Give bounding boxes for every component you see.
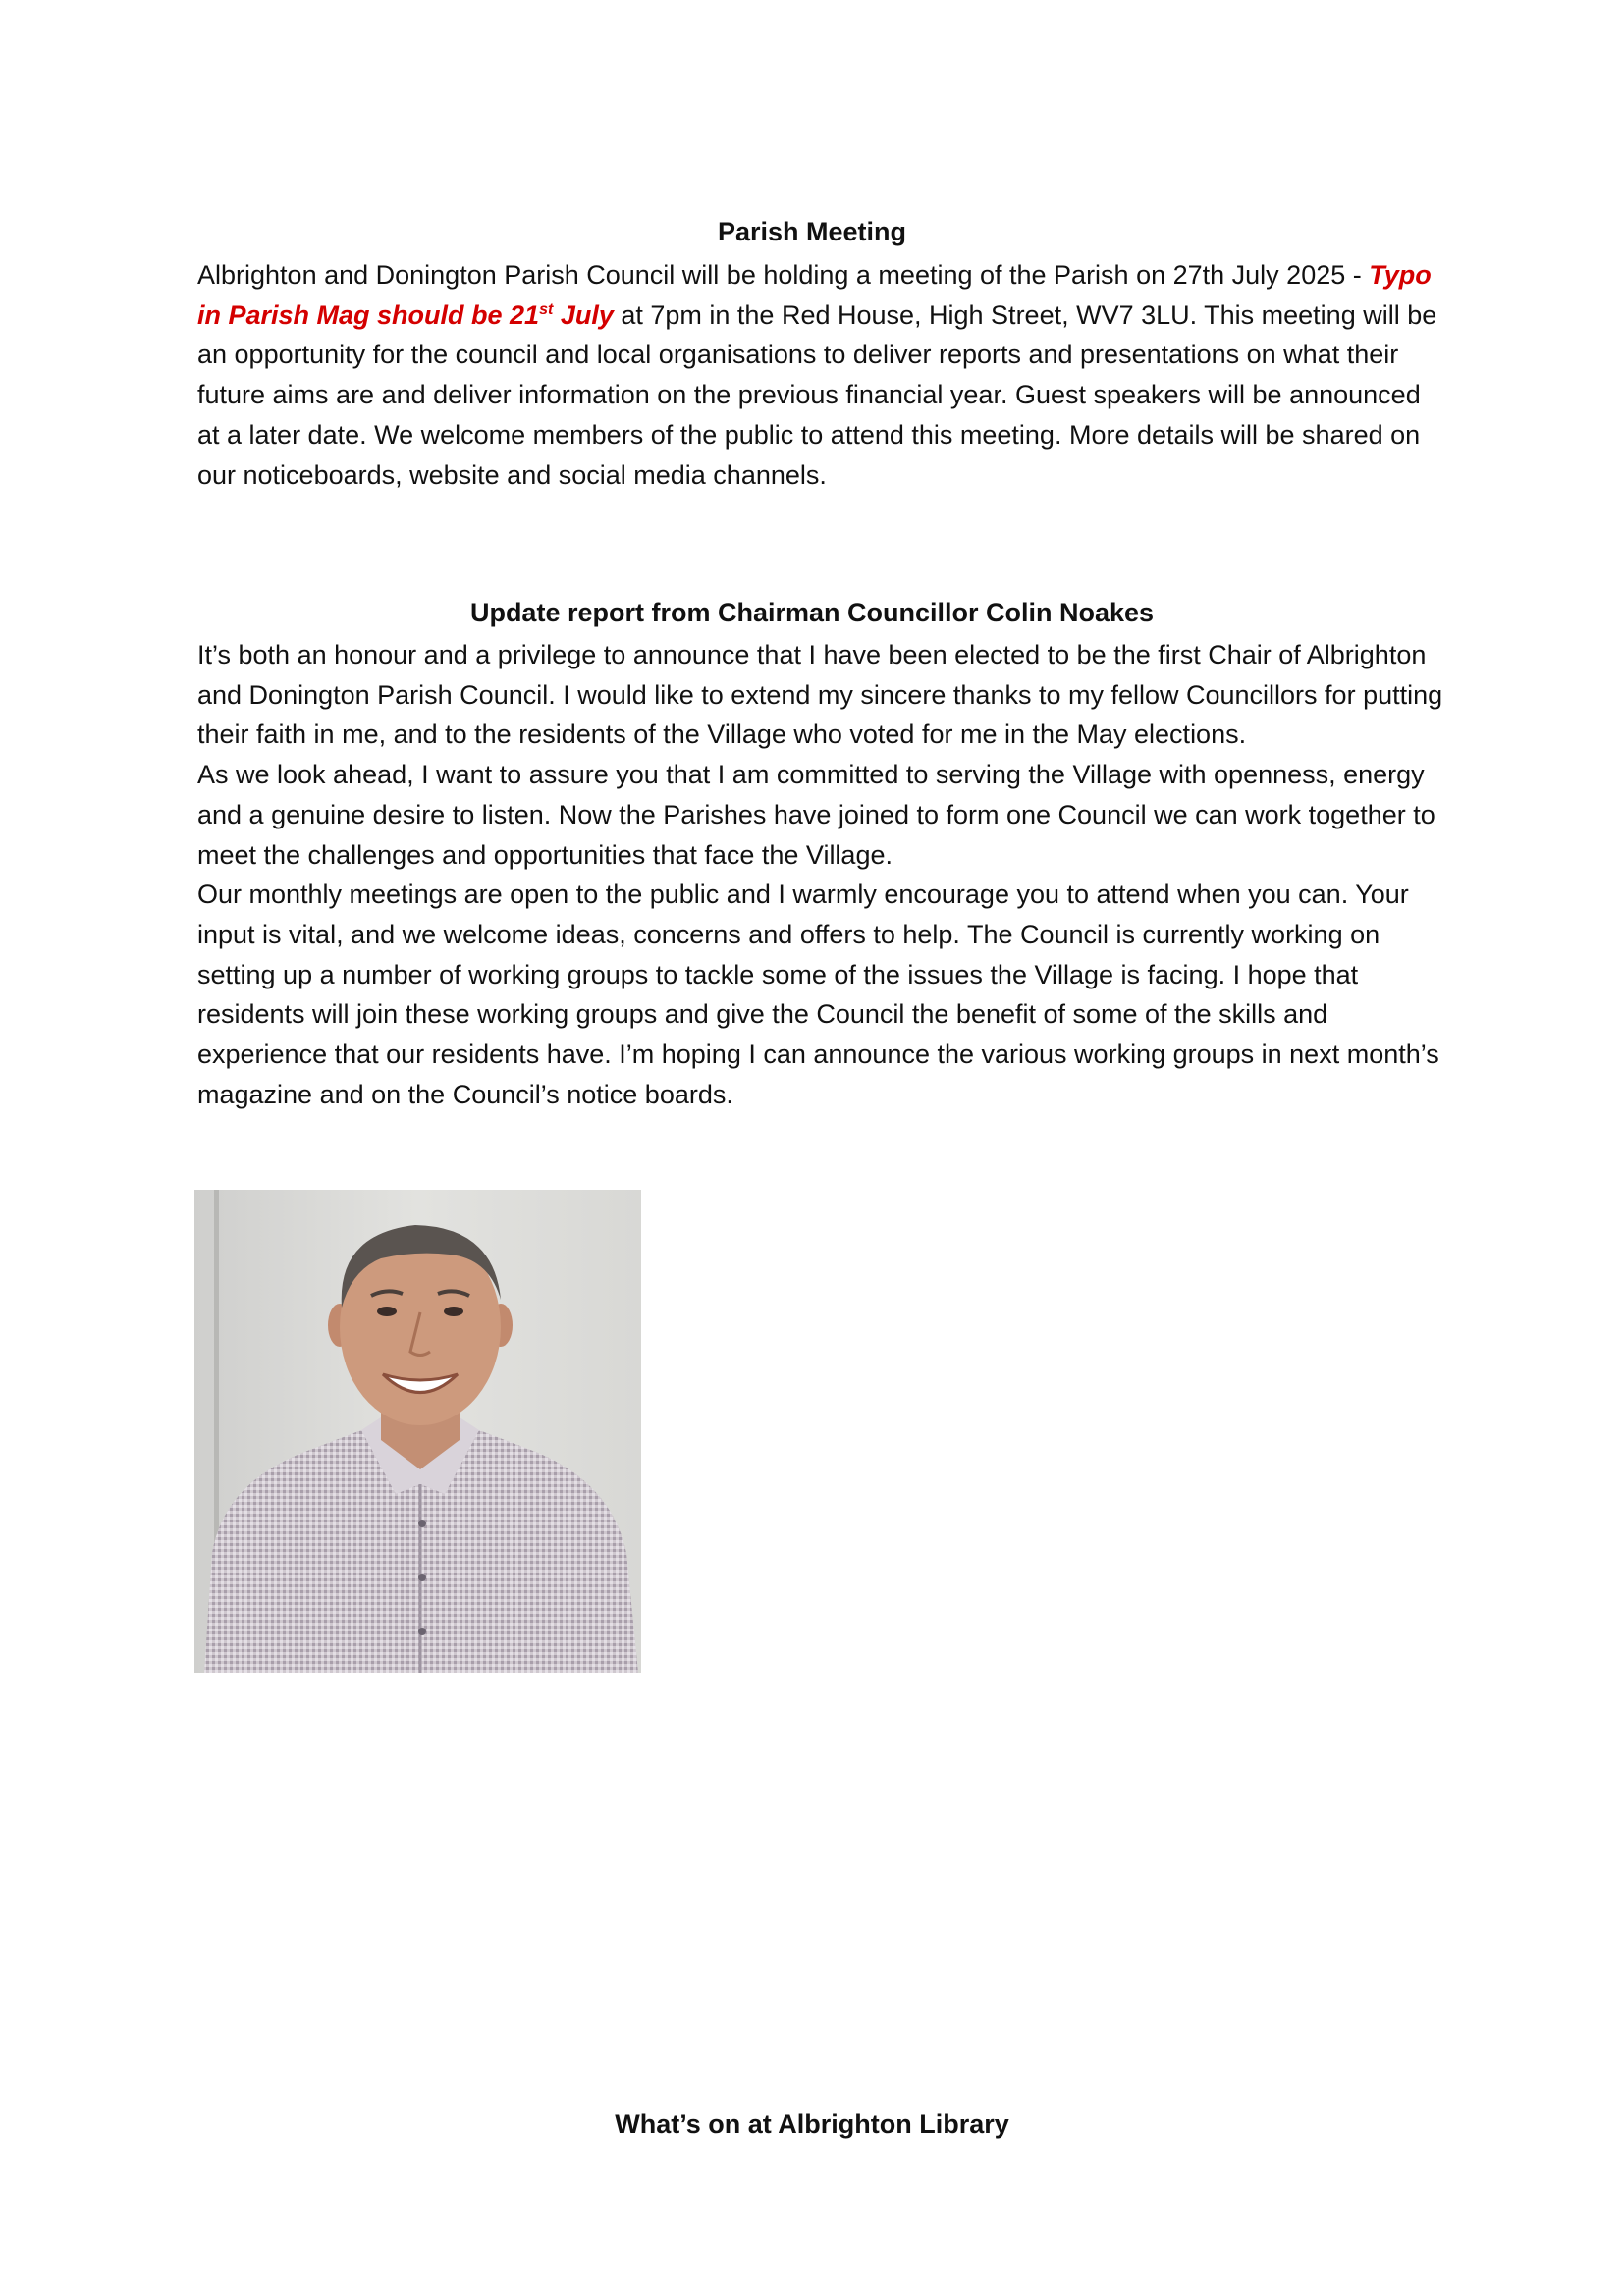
library-heading: What’s on at Albrighton Library <box>615 2109 1009 2139</box>
parish-meeting-details: at 7pm in the Red House, High Street, WV7 3LU. This meeting will be an opportunity for the council and local organisations to deliver reports and presentations on what their future aims are and deliver information on the previous financial year. Guest speakers will be announced at a later date. We welcome members of the public to attend this meeting. More details will be shared on our noticeboards, website and social media channels. <box>197 299 1437 490</box>
typo-correction-ordinal: st <box>539 300 554 318</box>
chairman-portrait-photo <box>194 1190 641 1673</box>
typo-correction-month: July <box>553 299 614 330</box>
parish-meeting-body <box>197 255 1444 495</box>
portrait-illustration <box>194 1190 641 1673</box>
chairman-report-paragraph: It’s both an honour and a privilege to announce that I have been elected to be the first Chair of Albrighton and Donington Parish Council. I would like to extend my sincere thanks to my fellow Councillors for putting their faith in me, and to the residents of the Village who voted for me in the May elections. <box>197 640 1443 750</box>
typo-correction-text: Typo in Parish Mag should be 21 <box>197 260 1432 330</box>
chairman-report-heading: Update report from Chairman Councillor Colin Noakes <box>469 598 1155 627</box>
chairman-report-paragraph: Our monthly meetings are open to the public and I warmly encourage you to attend when you can. Your input is vital, and we welcome ideas, concerns and offers to help. The Council is currently working on setting up a number of working groups to tackle some of the issues the Village is facing. I hope that residents will join these working groups and give the Council the benefit of some of the skills and experience that our residents have. I’m hoping I can announce the various working groups in next month’s magazine and on the Council’s notice boards. <box>197 880 1439 1109</box>
parish-meeting-intro: Albrighton and Donington Parish Council will be holding a meeting of the Parish on 27th July 2025 - <box>197 260 1370 290</box>
parish-meeting-paragraph <box>197 255 1444 495</box>
chairman-report-paragraph: As we look ahead, I want to assure you that I am committed to serving the Village with openness, energy and a genuine desire to listen. Now the Parishes have joined to form one Council we can work together to meet the challenges and opportunities that face the Village. <box>197 760 1435 870</box>
parish-meeting-heading: Parish Meeting <box>717 217 907 246</box>
chairman-report-body <box>197 635 1444 1114</box>
